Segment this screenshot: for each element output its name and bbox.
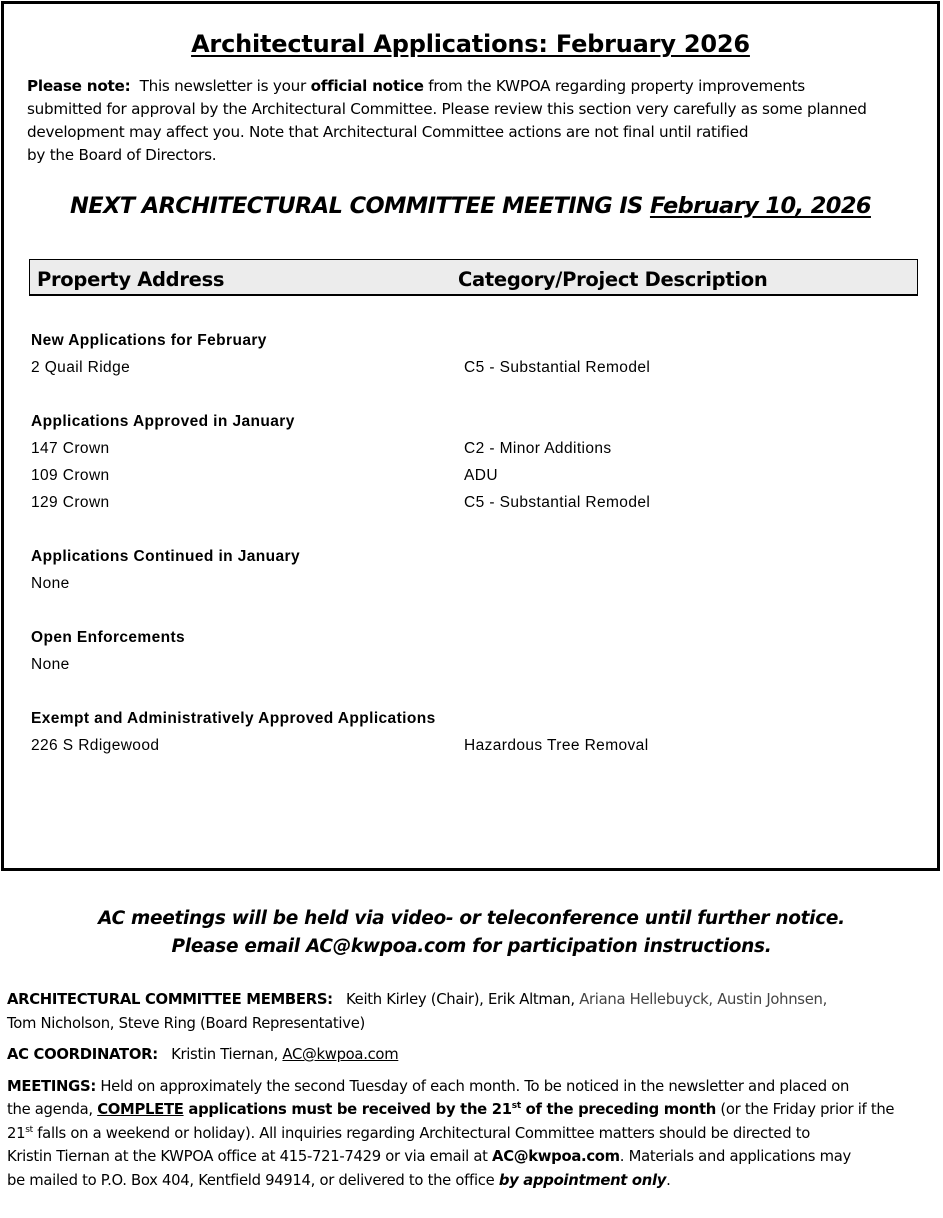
section-new-applications: [31, 330, 911, 384]
section-title: Applications Continued in January: [31, 548, 300, 565]
application-sections: [31, 330, 911, 789]
member-names: Keith Kirley (Chair), Erik Altman,: [346, 991, 575, 1008]
video-conference-notice: [0, 905, 943, 961]
page-title: Architectural Applications: February 2026: [191, 30, 750, 58]
applications-frame: [1, 1, 940, 871]
section-title: Exempt and Administratively Approved Applications: [31, 710, 436, 727]
property-address: 129 Crown: [31, 494, 110, 511]
column-header-category: Category/Project Description: [458, 268, 768, 291]
notice-line-2: Please email AC@kwpoa.com for participation instructions.: [171, 936, 772, 957]
table-row: [31, 492, 911, 519]
complete-emphasis: COMPLETE: [97, 1101, 184, 1118]
coordinator-email-link[interactable]: AC@kwpoa.com: [282, 1046, 399, 1063]
official-notice: official notice: [310, 77, 424, 95]
table-row: [31, 438, 911, 465]
members-label: ARCHITECTURAL COMMITTEE MEMBERS:: [7, 991, 333, 1008]
committee-members: [7, 988, 927, 1035]
property-address: 147 Crown: [31, 440, 110, 457]
ac-coordinator: [7, 1043, 927, 1067]
coordinator-name: Kristin Tiernan,: [171, 1046, 283, 1063]
note-text: submitted for approval by the Architectural Committee. Please review this section very carefully as some planned: [27, 100, 867, 118]
property-address: None: [31, 575, 70, 592]
note-label: Please note:: [27, 77, 131, 95]
next-meeting-heading: [4, 193, 937, 219]
member-names: Tom Nicholson, Steve Ring (Board Representative): [7, 1014, 365, 1032]
property-address: 109 Crown: [31, 467, 110, 484]
meetings-text: be mailed to P.O. Box 404, Kentfield 94914, or delivered to the office: [7, 1171, 499, 1189]
meeting-date: February 10, 2026: [649, 193, 871, 219]
table-row: [31, 654, 911, 681]
table-row: [31, 357, 911, 384]
deadline-text: applications must be received by the 21: [183, 1101, 512, 1118]
property-address: None: [31, 656, 70, 673]
note-text: development may affect you. Note that Architectural Committee actions are not final until ratified: [27, 123, 749, 141]
deadline-text: of the preceding month: [520, 1101, 717, 1118]
meetings-text: .: [666, 1171, 671, 1189]
ac-email[interactable]: AC@kwpoa.com: [492, 1148, 620, 1165]
coordinator-label: AC COORDINATOR:: [7, 1046, 158, 1063]
table-header: [29, 259, 918, 296]
notice-paragraph: [27, 75, 917, 167]
project-category: C2 - Minor Additions: [464, 440, 612, 457]
appointment-emphasis: by appointment only: [498, 1171, 667, 1189]
meetings-label: MEETINGS:: [7, 1077, 96, 1095]
project-category: C5 - Substantial Remodel: [464, 359, 651, 376]
ordinal-suffix: st: [511, 1101, 521, 1112]
property-address: 2 Quail Ridge: [31, 359, 131, 376]
property-address: 226 S Rdigewood: [31, 737, 160, 754]
project-category: ADU: [464, 467, 498, 484]
section-continued: [31, 546, 911, 600]
section-approved: [31, 411, 911, 519]
section-title: Applications Approved in January: [31, 413, 295, 430]
section-title: Open Enforcements: [31, 629, 186, 646]
section-exempt: [31, 708, 911, 762]
meeting-prefix: NEXT ARCHITECTURAL COMMITTEE MEETING IS: [70, 193, 650, 219]
ordinal-suffix: st: [25, 1124, 33, 1135]
meetings-info: [7, 1075, 927, 1193]
note-text: by the Board of Directors.: [27, 146, 217, 164]
table-row: [31, 735, 911, 762]
section-title: New Applications for February: [31, 332, 267, 349]
meetings-text: the agenda,: [7, 1101, 98, 1118]
meetings-text: . Materials and applications may: [619, 1148, 851, 1165]
notice-line-1: AC meetings will be held via video- or teleconference until further notice.: [98, 908, 845, 929]
note-text: from the KWPOA regarding property improvements: [423, 77, 805, 95]
member-names: Ariana Hellebuyck, Austin Johnsen,: [579, 991, 828, 1008]
meetings-text: Held on approximately the second Tuesday of each month. To be noticed in the newsletter and placed on: [100, 1077, 850, 1095]
meetings-text: 21: [7, 1124, 26, 1142]
committee-info: [7, 988, 927, 1200]
meetings-text: (or the Friday prior if the: [716, 1101, 895, 1118]
meetings-text: Kristin Tiernan at the KWPOA office at 415-721-7429 or via email at: [7, 1148, 493, 1165]
table-row: [31, 573, 911, 600]
project-category: C5 - Substantial Remodel: [464, 494, 651, 511]
project-category: Hazardous Tree Removal: [464, 737, 649, 754]
note-text: This newsletter is your: [139, 77, 311, 95]
meetings-text: falls on a weekend or holiday). All inquiries regarding Architectural Committee matters should be directed to: [32, 1124, 810, 1142]
table-row: [31, 465, 911, 492]
section-open-enforcements: [31, 627, 911, 681]
column-header-address: Property Address: [37, 268, 225, 291]
